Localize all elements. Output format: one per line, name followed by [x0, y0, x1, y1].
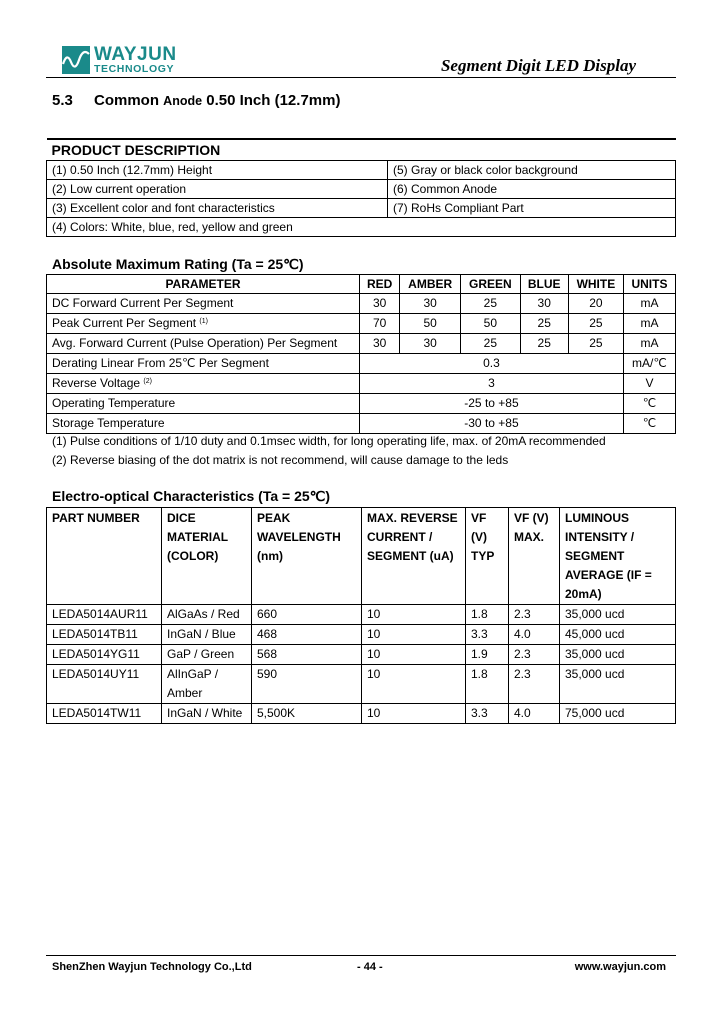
value-cell: 25	[568, 334, 623, 354]
part-number-cell: LEDA5014YG11	[47, 645, 162, 665]
section-title-size: 0.50 Inch (12.7mm)	[206, 92, 341, 109]
column-header	[509, 508, 560, 605]
vf-typ-cell: 1.8	[466, 605, 509, 625]
dice-line: Amber	[167, 686, 203, 700]
unit-cell: ℃	[623, 414, 675, 434]
value-cell: 30	[360, 294, 400, 314]
value-cell: 25	[520, 334, 568, 354]
description-cell: (7) RoHs Compliant Part	[388, 199, 676, 218]
value-cell: 3	[360, 374, 624, 394]
footnote-ref: (2)	[143, 378, 152, 385]
value-cell: 30	[400, 294, 461, 314]
value-cell: 30	[400, 334, 461, 354]
parameter-label: Storage Temperature	[52, 416, 165, 430]
reverse-current-cell: 10	[362, 625, 466, 645]
footer-divider	[46, 955, 676, 956]
parameter-cell	[47, 354, 360, 374]
header-divider	[46, 77, 676, 78]
wavelength-cell: 568	[252, 645, 362, 665]
vf-typ-cell: 1.8	[466, 665, 509, 704]
column-header: AMBER	[400, 275, 461, 294]
logo-name: WAYJUN	[94, 44, 177, 65]
dice-cell: AlGaAs / Red	[162, 605, 252, 625]
luminous-cell: 35,000 ucd	[560, 665, 676, 704]
section-number: 5.3	[52, 92, 73, 109]
value-cell: 25	[568, 314, 623, 334]
column-header	[560, 508, 676, 605]
header-line: CURRENT /	[367, 530, 433, 544]
value-cell: -25 to +85	[360, 394, 624, 414]
table-row	[47, 414, 676, 434]
description-cell: (2) Low current operation	[47, 180, 388, 199]
description-cell: (5) Gray or black color background	[388, 161, 676, 180]
parameter-label: Operating Temperature	[52, 396, 176, 410]
vf-typ-cell: 1.9	[466, 645, 509, 665]
logo-subtitle: TECHNOLOGY	[94, 63, 175, 75]
header-line: 20mA)	[565, 587, 602, 601]
column-header	[362, 508, 466, 605]
unit-cell: mA	[623, 334, 675, 354]
unit-cell: mA	[623, 314, 675, 334]
absolute-max-heading: Absolute Maximum Rating (Ta = 25℃)	[52, 256, 304, 272]
header-line: MAX. REVERSE	[367, 511, 458, 525]
part-number-cell: LEDA5014TB11	[47, 625, 162, 645]
reverse-current-cell: 10	[362, 605, 466, 625]
table-header-row	[47, 275, 676, 294]
luminous-cell: 75,000 ucd	[560, 704, 676, 724]
header-line: VF	[471, 511, 487, 525]
parameter-cell	[47, 414, 360, 434]
footer-company: ShenZhen Wayjun Technology Co.,Ltd	[52, 961, 252, 973]
parameter-label: Derating Linear From 25℃ Per Segment	[52, 356, 269, 370]
wavelength-cell: 660	[252, 605, 362, 625]
luminous-cell: 35,000 ucd	[560, 645, 676, 665]
section-title-common: Common	[94, 92, 159, 109]
value-cell: 25	[461, 334, 520, 354]
dice-cell: GaP / Green	[162, 645, 252, 665]
parameter-cell	[47, 394, 360, 414]
part-number-cell: LEDA5014TW11	[47, 704, 162, 724]
vf-max-cell: 2.3	[509, 645, 560, 665]
value-cell: 50	[461, 314, 520, 334]
luminous-cell: 45,000 ucd	[560, 625, 676, 645]
section-heading	[52, 92, 340, 109]
description-cell: (3) Excellent color and font characteristics	[47, 199, 388, 218]
header-line: WAVELENGTH	[257, 530, 341, 544]
product-description-heading: PRODUCT DESCRIPTION	[47, 139, 676, 161]
column-header	[47, 508, 162, 605]
parameter-cell	[47, 314, 360, 334]
vf-max-cell: 2.3	[509, 605, 560, 625]
description-cell: (4) Colors: White, blue, red, yellow and green	[47, 218, 676, 237]
value-cell: 25	[461, 294, 520, 314]
value-cell: 30	[520, 294, 568, 314]
header-line: VF (V)	[514, 511, 549, 525]
parameter-cell	[47, 374, 360, 394]
table-row	[47, 294, 676, 314]
header-line: MATERIAL	[167, 530, 229, 544]
footnote-1: (1) Pulse conditions of 1/10 duty and 0.1msec width, for long operating life, max. of 20mA recommended	[52, 434, 606, 448]
table-row	[47, 645, 676, 665]
table-row	[47, 161, 676, 180]
table-row	[47, 334, 676, 354]
description-cell: (1) 0.50 Inch (12.7mm) Height	[47, 161, 388, 180]
value-cell: 25	[520, 314, 568, 334]
table-header-row	[47, 508, 676, 605]
column-header: WHITE	[568, 275, 623, 294]
dice-line: AlInGaP /	[167, 667, 219, 681]
parameter-label: DC Forward Current Per Segment	[52, 296, 234, 310]
vf-max-cell: 2.3	[509, 665, 560, 704]
table-row	[47, 354, 676, 374]
column-header: RED	[360, 275, 400, 294]
absolute-max-table	[46, 274, 676, 434]
electro-optical-table	[46, 507, 676, 724]
parameter-label: Avg. Forward Current (Pulse Operation) Per Segment	[52, 336, 338, 350]
column-header: GREEN	[461, 275, 520, 294]
unit-cell: mA/℃	[623, 354, 675, 374]
column-header: BLUE	[520, 275, 568, 294]
dice-cell: InGaN / White	[162, 704, 252, 724]
table-row	[47, 665, 676, 704]
wave-logo-icon	[62, 46, 90, 74]
parameter-cell	[47, 334, 360, 354]
wavelength-cell: 590	[252, 665, 362, 704]
value-cell: 30	[360, 334, 400, 354]
value-cell: 0.3	[360, 354, 624, 374]
dice-cell: InGaN / Blue	[162, 625, 252, 645]
parameter-label: Peak Current Per Segment	[52, 316, 197, 330]
dice-cell	[162, 665, 252, 704]
column-header: PARAMETER	[47, 275, 360, 294]
reverse-current-cell: 10	[362, 704, 466, 724]
header-line: AVERAGE (IF =	[565, 568, 652, 582]
table-row	[47, 704, 676, 724]
table-row	[47, 314, 676, 334]
vf-max-cell: 4.0	[509, 625, 560, 645]
table-row	[47, 199, 676, 218]
column-header	[162, 508, 252, 605]
value-cell: 20	[568, 294, 623, 314]
vf-typ-cell: 3.3	[466, 704, 509, 724]
wavelength-cell: 468	[252, 625, 362, 645]
header-line: SEGMENT (uA)	[367, 549, 454, 563]
table-row	[47, 180, 676, 199]
column-header	[252, 508, 362, 605]
header-line: SEGMENT	[565, 549, 625, 563]
wavelength-cell: 5,500K	[252, 704, 362, 724]
parameter-cell	[47, 294, 360, 314]
footnote-2: (2) Reverse biasing of the dot matrix is not recommend, will cause damage to the leds	[52, 453, 509, 467]
value-cell: 50	[400, 314, 461, 334]
column-header: UNITS	[623, 275, 675, 294]
header-line: (nm)	[257, 549, 283, 563]
table-row	[47, 394, 676, 414]
unit-cell: ℃	[623, 394, 675, 414]
header-line: PART NUMBER	[52, 511, 140, 525]
footer-website: www.wayjun.com	[574, 961, 666, 973]
page-number: - 44 -	[357, 961, 383, 973]
section-title-anode: Anode	[163, 94, 203, 108]
part-number-cell: LEDA5014AUR11	[47, 605, 162, 625]
part-number-cell: LEDA5014UY11	[47, 665, 162, 704]
description-cell: (6) Common Anode	[388, 180, 676, 199]
header-line: DICE	[167, 511, 196, 525]
header-line: INTENSITY /	[565, 530, 635, 544]
parameter-label: Reverse Voltage	[52, 376, 141, 390]
product-description-table	[46, 138, 676, 237]
electro-optical-heading: Electro-optical Characteristics (Ta = 25℃)	[52, 488, 331, 504]
unit-cell: V	[623, 374, 675, 394]
table-row	[47, 625, 676, 645]
header-line: MAX.	[514, 530, 544, 544]
table-row	[47, 374, 676, 394]
vf-max-cell: 4.0	[509, 704, 560, 724]
vf-typ-cell: 3.3	[466, 625, 509, 645]
header-line: TYP	[471, 549, 495, 563]
reverse-current-cell: 10	[362, 645, 466, 665]
company-logo	[62, 46, 182, 76]
table-row	[47, 218, 676, 237]
unit-cell: mA	[623, 294, 675, 314]
value-cell: -30 to +85	[360, 414, 624, 434]
document-title: Segment Digit LED Display	[440, 56, 636, 75]
column-header	[466, 508, 509, 605]
footnote-ref: (1)	[199, 318, 208, 325]
value-cell: 70	[360, 314, 400, 334]
luminous-cell: 35,000 ucd	[560, 605, 676, 625]
header-line: LUMINOUS	[565, 511, 629, 525]
header-line: PEAK	[257, 511, 291, 525]
table-row	[47, 605, 676, 625]
header-line: (V)	[471, 530, 487, 544]
reverse-current-cell: 10	[362, 665, 466, 704]
header-line: (COLOR)	[167, 549, 219, 563]
